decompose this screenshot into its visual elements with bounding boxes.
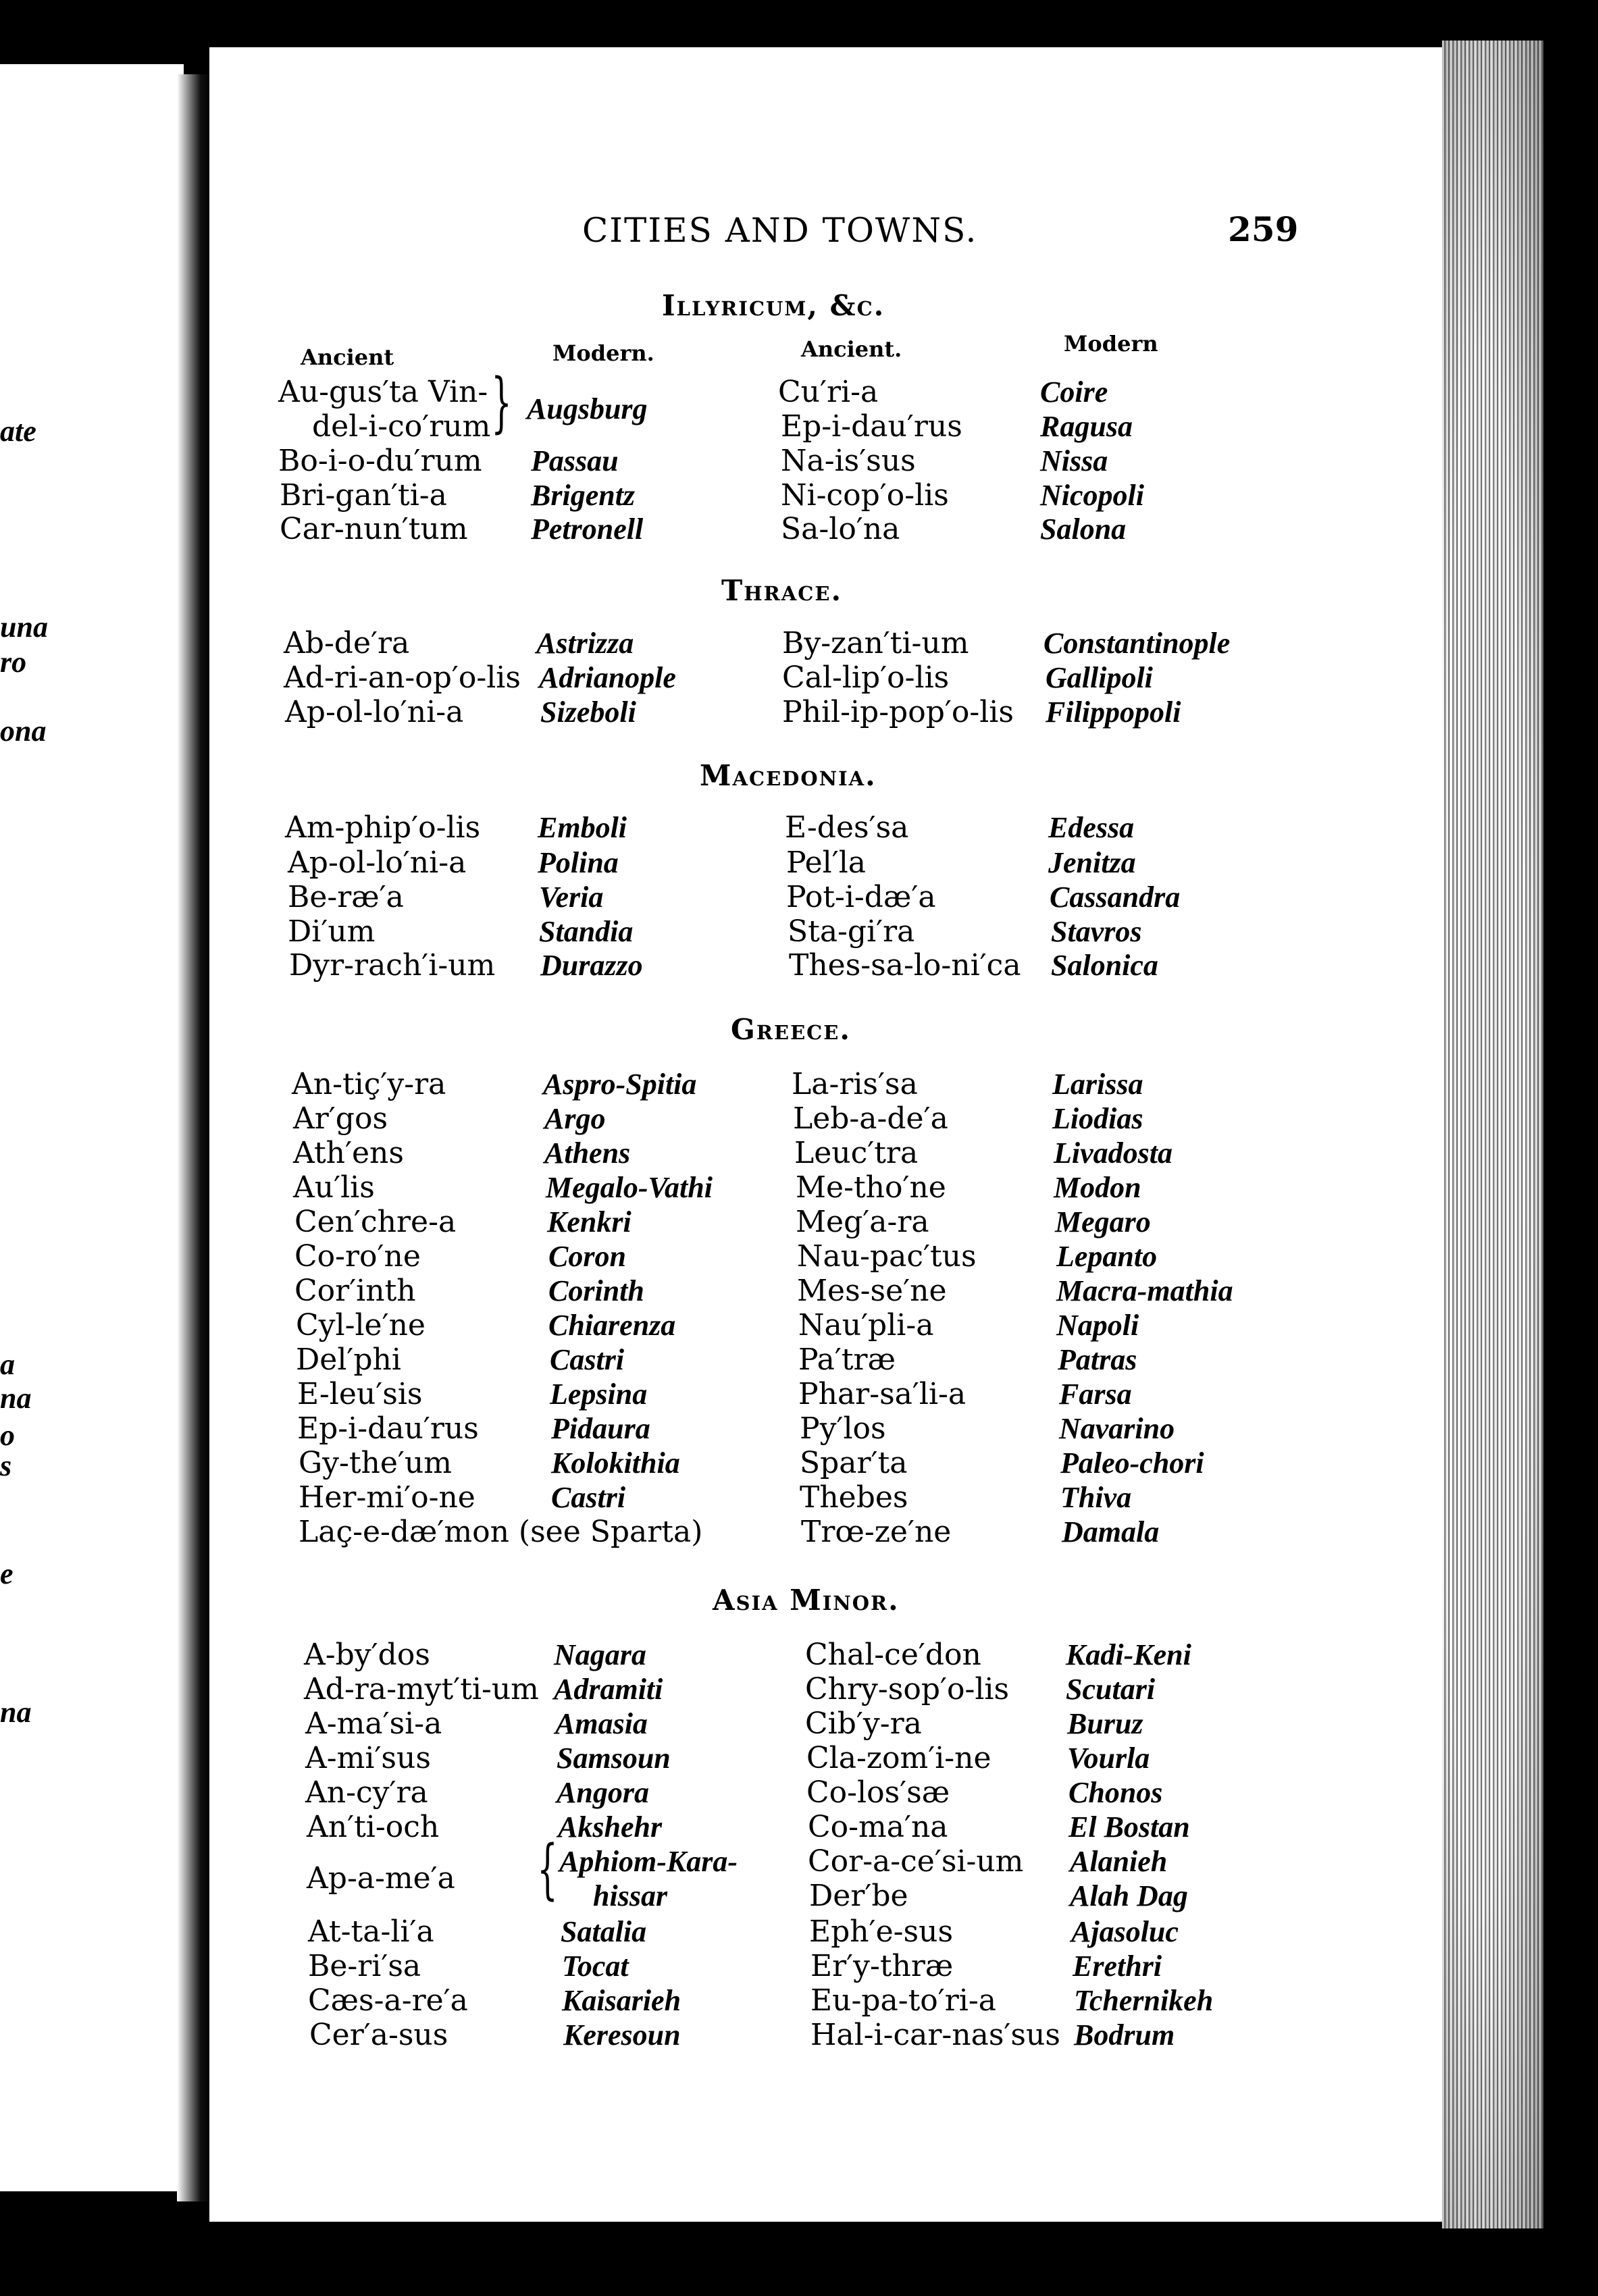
modern-name: Sizeboli [540, 696, 636, 729]
modern-name: El Bostan [1068, 1810, 1190, 1844]
left-fragment: e [0, 1557, 14, 1590]
ancient-name: Cu′ri-a [778, 375, 879, 409]
modern-name: Adramiti [554, 1673, 663, 1706]
table-row [0, 1983, 1598, 2018]
table-row [0, 1067, 1598, 1102]
ancient-name: Ab-de′ra [284, 626, 410, 660]
ancient-name: Bo-i-o-du′rum [278, 444, 482, 478]
table-row [0, 1239, 1598, 1274]
modern-name: Ragusa [1040, 410, 1133, 443]
ancient-name: Leb-a-de′a [793, 1101, 948, 1136]
modern-name: Corinth [548, 1274, 644, 1307]
ancient-name: del-i-co′rum [312, 409, 491, 444]
modern-name: Macra-mathia [1056, 1274, 1233, 1307]
ancient-name: Au′lis [293, 1170, 375, 1205]
page-number: 259 [1228, 209, 1299, 249]
modern-name: Lepsina [550, 1378, 648, 1411]
modern-name: Navarino [1059, 1412, 1175, 1445]
ancient-name: Nau′pli-a [798, 1308, 934, 1342]
modern-name: Veria [539, 881, 604, 914]
modern-name: Patras [1058, 1343, 1137, 1376]
ancient-name: Cæs-a-re′a [308, 1983, 468, 2018]
table-row [0, 1480, 1598, 1515]
table-row [0, 1879, 1598, 1914]
modern-name: Paleo-chori [1060, 1446, 1204, 1480]
ancient-name: Au-gus′ta Vin- [278, 375, 488, 409]
modern-name: Damala [1062, 1515, 1160, 1548]
modern-name: Liodias [1052, 1102, 1143, 1135]
ancient-name: Thes-sa-lo-ni′ca [789, 948, 1021, 983]
ancient-name: At-ta-li′a [308, 1914, 434, 1949]
table-row [0, 1170, 1598, 1205]
modern-name: Aspro-Spitia [543, 1068, 697, 1101]
ancient-name: Ap-ol-lo′ni-a [285, 695, 464, 729]
modern-name: Kaisarieh [562, 1984, 681, 2017]
ancient-name: E-leu′sis [297, 1377, 423, 1411]
table-row [0, 512, 1598, 547]
column-header-modern: Modern. [552, 340, 654, 366]
ancient-name: Di′um [288, 914, 376, 949]
ancient-name: Ath′ens [293, 1136, 404, 1170]
modern-name: Kenkri [547, 1205, 632, 1238]
table-row [0, 948, 1598, 983]
table-row [0, 1342, 1598, 1378]
table-row [0, 1741, 1598, 1776]
ancient-name: Be-ræ′a [288, 880, 404, 914]
ancient-name: Am-phip′o-lis [285, 810, 481, 845]
ancient-name: Me-tho′ne [796, 1170, 946, 1205]
table-row [0, 375, 1598, 410]
modern-name: Pidaura [551, 1412, 650, 1445]
ancient-name: Cib′y-ra [805, 1706, 922, 1741]
ancient-name: Eu-pa-to′ri-a [810, 1983, 996, 2018]
ancient-name: Be-ri′sa [308, 1949, 421, 1983]
modern-name: Aphiom-Kara- [559, 1845, 738, 1878]
ancient-name: Ep-i-dau′rus [297, 1411, 479, 1446]
table-row [0, 1706, 1598, 1742]
ancient-name: Co-ro′ne [294, 1239, 421, 1274]
modern-name: Petronell [531, 513, 644, 546]
table-row [0, 478, 1598, 513]
modern-name: Durazzo [540, 949, 643, 982]
modern-name: Coron [548, 1240, 626, 1273]
ancient-name: Gy-the′um [299, 1446, 452, 1480]
brace-icon: } [491, 365, 512, 440]
ancient-name: Co-los′sæ [806, 1775, 950, 1810]
ancient-name: Her-mi′o-ne [299, 1480, 475, 1515]
modern-name: hissar [593, 1879, 668, 1912]
left-fragment: o [0, 1419, 15, 1452]
modern-name: Passau [531, 444, 619, 477]
modern-name: Adrianople [539, 661, 676, 694]
modern-name: Modon [1054, 1171, 1141, 1204]
ancient-name: Car-nun′tum [280, 512, 468, 546]
modern-name: Satalia [561, 1915, 647, 1948]
modern-name: Kadi-Keni [1066, 1638, 1191, 1671]
modern-name: Alanieh [1070, 1845, 1168, 1878]
table-row [0, 2018, 1598, 2053]
ancient-name: Ad-ri-an-op′o-lis [284, 660, 521, 695]
table-row [0, 1638, 1598, 1673]
ancient-name: A-ma′si-a [305, 1706, 442, 1741]
left-fragment: na [0, 1382, 32, 1415]
modern-name: Nagara [554, 1638, 646, 1671]
modern-name: Livadosta [1054, 1137, 1172, 1170]
modern-name: Castri [550, 1343, 625, 1376]
ancient-name: Meg′a-ra [796, 1205, 929, 1239]
ancient-name: Chal-ce′don [805, 1638, 981, 1672]
section-title-thrace: Thrace. [721, 574, 843, 607]
modern-name: Megalo-Vathi [546, 1171, 713, 1204]
ancient-name: Nau-pac′tus [797, 1239, 977, 1274]
left-fragment: ate [0, 415, 36, 448]
modern-name: Scutari [1066, 1673, 1156, 1706]
modern-name: Chiarenza [548, 1309, 676, 1342]
ancient-name: Pel′la [786, 845, 867, 880]
ancient-name: An-cy′ra [305, 1775, 428, 1810]
table-row [0, 444, 1598, 479]
modern-name: Samsoun [557, 1742, 671, 1775]
ancient-name: Phil-ip-pop′o-lis [782, 695, 1014, 729]
table-row [0, 1411, 1598, 1446]
table-row [0, 1515, 1598, 1550]
table-row [0, 626, 1598, 661]
modern-name: Buruz [1067, 1707, 1143, 1740]
ancient-name: Bri-gan′ti-a [280, 478, 447, 513]
modern-name: Nissa [1040, 444, 1108, 477]
ancient-name: Cen′chre-a [294, 1205, 457, 1239]
modern-name: Lepanto [1056, 1240, 1158, 1273]
ancient-name: Ap-ol-lo′ni-a [288, 845, 467, 880]
ancient-name: Cor-a-ce′si-um [808, 1844, 1024, 1879]
modern-name: Kolokithia [551, 1446, 680, 1480]
modern-name: Castri [551, 1481, 626, 1514]
modern-name: Bodrum [1074, 2018, 1175, 2052]
section-title-illyricum: Illyricum, &c. [662, 289, 885, 322]
ancient-name: Spar′ta [800, 1446, 908, 1480]
ancient-name: Py′los [800, 1411, 886, 1446]
ancient-name: Laç-e-dæ′mon (see Sparta) [299, 1515, 703, 1549]
modern-name: Constantinople [1043, 627, 1231, 660]
modern-name: Tchernikeh [1074, 1984, 1214, 2017]
modern-name: Emboli [538, 811, 627, 844]
ancient-name: Hal-i-car-nas′sus [810, 2018, 1060, 2052]
modern-name: Ajasoluc [1071, 1915, 1179, 1948]
modern-name: Gallipoli [1046, 661, 1153, 694]
modern-name: Erethri [1073, 1950, 1162, 1983]
ancient-name: Cyl-le′ne [296, 1308, 426, 1342]
ancient-name: Chry-sop′o-lis [805, 1672, 1010, 1706]
modern-name: Farsa [1059, 1378, 1132, 1411]
modern-name: Filippopoli [1046, 696, 1181, 729]
left-fragment: s [0, 1449, 12, 1482]
modern-name: Polina [538, 846, 619, 879]
left-fragment: ro [0, 646, 27, 679]
modern-name: Cassandra [1050, 881, 1181, 914]
ancient-name: Cer′a-sus [309, 2018, 448, 2052]
modern-name: Amasia [555, 1707, 648, 1740]
ancient-name: Phar-sa′li-a [798, 1377, 966, 1411]
modern-name: Chonos [1068, 1776, 1163, 1809]
modern-name: Stavros [1051, 915, 1142, 948]
table-row [0, 1377, 1598, 1412]
modern-name: Angora [557, 1776, 649, 1809]
table-row [0, 914, 1598, 949]
modern-name: Vourla [1067, 1742, 1150, 1775]
table-row [0, 845, 1598, 881]
ancient-name: Ni-cop′o-lis [781, 478, 949, 513]
ancient-name: Na-is′sus [781, 444, 916, 478]
ancient-name: Ep-i-dau′rus [781, 409, 962, 444]
ancient-name: Co-ma′na [808, 1810, 948, 1844]
modern-name: Salonica [1051, 949, 1158, 982]
modern-name: Standia [539, 915, 634, 948]
modern-name: Edessa [1048, 811, 1135, 844]
column-header-ancient: Ancient [301, 344, 394, 370]
table-row [0, 1446, 1598, 1481]
table-row [0, 1308, 1598, 1343]
table-row [0, 1136, 1598, 1171]
left-fragment: na [0, 1696, 32, 1729]
ancient-name: Ad-ra-myt′ti-um [304, 1672, 539, 1706]
section-title-asia-minor: Asia Minor. [713, 1584, 900, 1617]
ancient-name: Thebes [800, 1480, 908, 1515]
brace-icon: { [537, 1831, 558, 1907]
modern-name: Argo [544, 1102, 606, 1135]
ancient-name: Ar′gos [293, 1101, 388, 1136]
table-row [0, 880, 1598, 915]
ancient-name: Pa′træ [798, 1342, 896, 1377]
ancient-name: E-des′sa [785, 810, 909, 845]
left-fragment: ona [0, 714, 47, 748]
ancient-name: A-mi′sus [305, 1741, 431, 1775]
ancient-name: Pot-i-dæ′a [786, 880, 936, 914]
left-fragment: una [0, 610, 48, 644]
modern-name: Augsburg [527, 392, 648, 425]
modern-name: Brigentz [531, 479, 636, 512]
table-row [0, 1914, 1598, 1950]
ancient-name: Der′be [809, 1879, 908, 1913]
ancient-name: Sta-gi′ra [788, 914, 915, 949]
table-row [0, 695, 1598, 730]
running-head: CITIES AND TOWNS. [582, 211, 978, 250]
modern-name: Astrizza [536, 627, 634, 660]
ancient-name: Leuc′tra [794, 1136, 919, 1170]
ancient-name: Sa-lo′na [781, 512, 900, 546]
section-title-greece: Greece. [731, 1013, 851, 1046]
table-row [0, 1949, 1598, 1984]
ancient-name: By-zan′ti-um [782, 626, 969, 660]
ancient-name: Trœ-ze′ne [801, 1515, 952, 1549]
ancient-name: An′ti-och [307, 1810, 440, 1844]
column-header-modern: Modern [1064, 331, 1158, 357]
ancient-name: Mes-se′ne [797, 1274, 947, 1308]
ancient-name: Er′y-thræ [810, 1949, 954, 1983]
ancient-name: Eph′e-sus [809, 1914, 954, 1949]
ancient-name: La-ris′sa [792, 1067, 918, 1101]
table-row [0, 1205, 1598, 1240]
table-row [0, 810, 1598, 845]
column-header-ancient: Ancient. [801, 336, 902, 362]
table-row [0, 1101, 1598, 1137]
modern-name: Alah Dag [1070, 1879, 1188, 1912]
table-row [0, 1810, 1598, 1845]
modern-name: Keresoun [563, 2018, 681, 2052]
table-row [0, 660, 1598, 696]
modern-name: Coire [1040, 375, 1108, 409]
modern-name: Nicopoli [1040, 479, 1144, 512]
ancient-name: An-tiç′y-ra [292, 1067, 446, 1101]
table-row [0, 1274, 1598, 1309]
section-title-macedonia: Macedonia. [700, 759, 877, 792]
modern-name: Napoli [1056, 1309, 1139, 1342]
modern-name: Megaro [1055, 1205, 1151, 1238]
table-row [0, 1672, 1598, 1707]
ancient-name: Cor′inth [294, 1274, 416, 1308]
ancient-name: Cal-lip′o-lis [782, 660, 950, 695]
ancient-name: Dyr-rach′i-um [289, 948, 496, 983]
modern-name: Jenitza [1048, 846, 1136, 879]
modern-name: Akshehr [558, 1810, 663, 1844]
table-row [0, 1775, 1598, 1810]
ancient-name: Cla-zom′i-ne [806, 1741, 991, 1775]
ancient-name: A-by′dos [304, 1638, 430, 1672]
modern-name: Athens [544, 1137, 631, 1170]
modern-name: Tocat [562, 1950, 629, 1983]
modern-name: Larissa [1052, 1068, 1143, 1101]
modern-name: Salona [1040, 513, 1127, 546]
left-fragment: a [0, 1348, 15, 1381]
ancient-name: Ap-a-me′a [307, 1861, 455, 1896]
ancient-name: Del′phi [296, 1342, 401, 1377]
modern-name: Thiva [1060, 1481, 1132, 1514]
